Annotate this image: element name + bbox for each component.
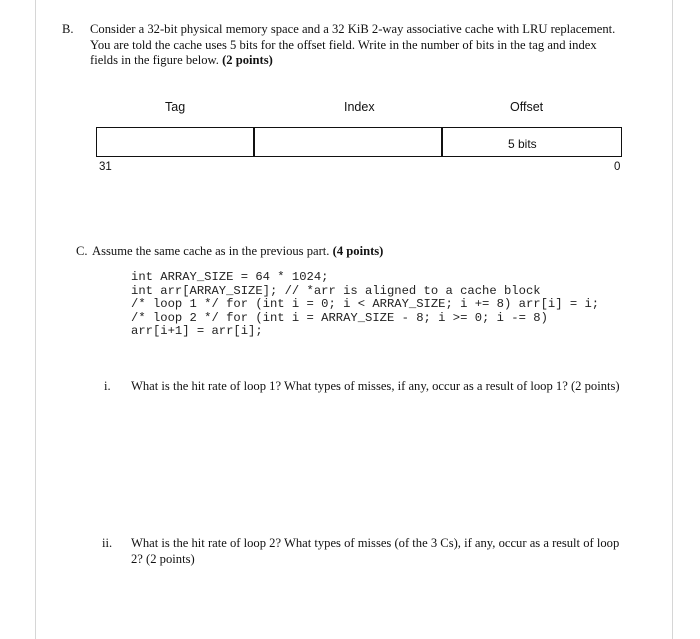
part-c-text xyxy=(92,244,383,259)
part-b-line-3 xyxy=(90,53,670,69)
index-offset-divider xyxy=(441,128,443,156)
question-2-line-1: What is the hit rate of loop 2? What types of misses (of the 3 Cs), if any, occur as a result of loop xyxy=(131,536,620,550)
part-b-line-3-text: fields in the figure below. xyxy=(90,53,219,67)
part-b-line-1: Consider a 32-bit physical memory space and a 32 KiB 2-way associative cache with LRU replacement. xyxy=(90,22,616,36)
offset-bits-value: 5 bits xyxy=(508,137,537,151)
index-field-label: Index xyxy=(344,100,375,114)
code-line-4: /* loop 2 */ for (int i = ARRAY_SIZE - 8; i >= 0; i -= 8) xyxy=(131,310,548,325)
code-block xyxy=(131,271,599,339)
offset-field-label: Offset xyxy=(510,100,544,114)
part-c-label: C. xyxy=(76,244,88,258)
tag-field-label: Tag xyxy=(165,100,186,114)
bit-0-label: 0 xyxy=(614,161,621,173)
address-field-diagram xyxy=(96,127,622,157)
question-1-text: What is the hit rate of loop 1? What types of misses, if any, occur as a result of loop 1? (2 points) xyxy=(131,379,620,393)
question-2-text xyxy=(131,536,661,567)
question-1-number: i. xyxy=(104,379,111,393)
tag-index-divider xyxy=(253,128,255,156)
code-line-1: int ARRAY_SIZE = 64 * 1024; xyxy=(131,270,329,284)
code-line-2: int arr[ARRAY_SIZE]; // *arr is aligned to a cache block xyxy=(131,283,541,298)
code-line-3: /* loop 1 */ for (int i = 0; i < ARRAY_SIZE; i += 8) arr[i] = i; xyxy=(131,297,600,311)
question-2-line-2: 2? (2 points) xyxy=(131,551,195,566)
code-line-5: arr[i+1] = arr[i]; xyxy=(131,324,263,338)
part-b-points: (2 points) xyxy=(222,53,273,67)
page-right-border xyxy=(672,0,673,639)
part-b-text xyxy=(90,22,670,69)
part-c-sentence: Assume the same cache as in the previous part. xyxy=(92,244,330,258)
bit-31-label: 31 xyxy=(99,161,112,173)
page-left-border xyxy=(35,0,36,639)
part-c-points: (4 points) xyxy=(332,244,384,258)
part-b-line-2: You are told the cache uses 5 bits for the offset field. Write in the number of bits in the tag and index xyxy=(90,37,597,52)
part-b-label: B. xyxy=(62,22,74,36)
question-2-number: ii. xyxy=(102,536,113,550)
